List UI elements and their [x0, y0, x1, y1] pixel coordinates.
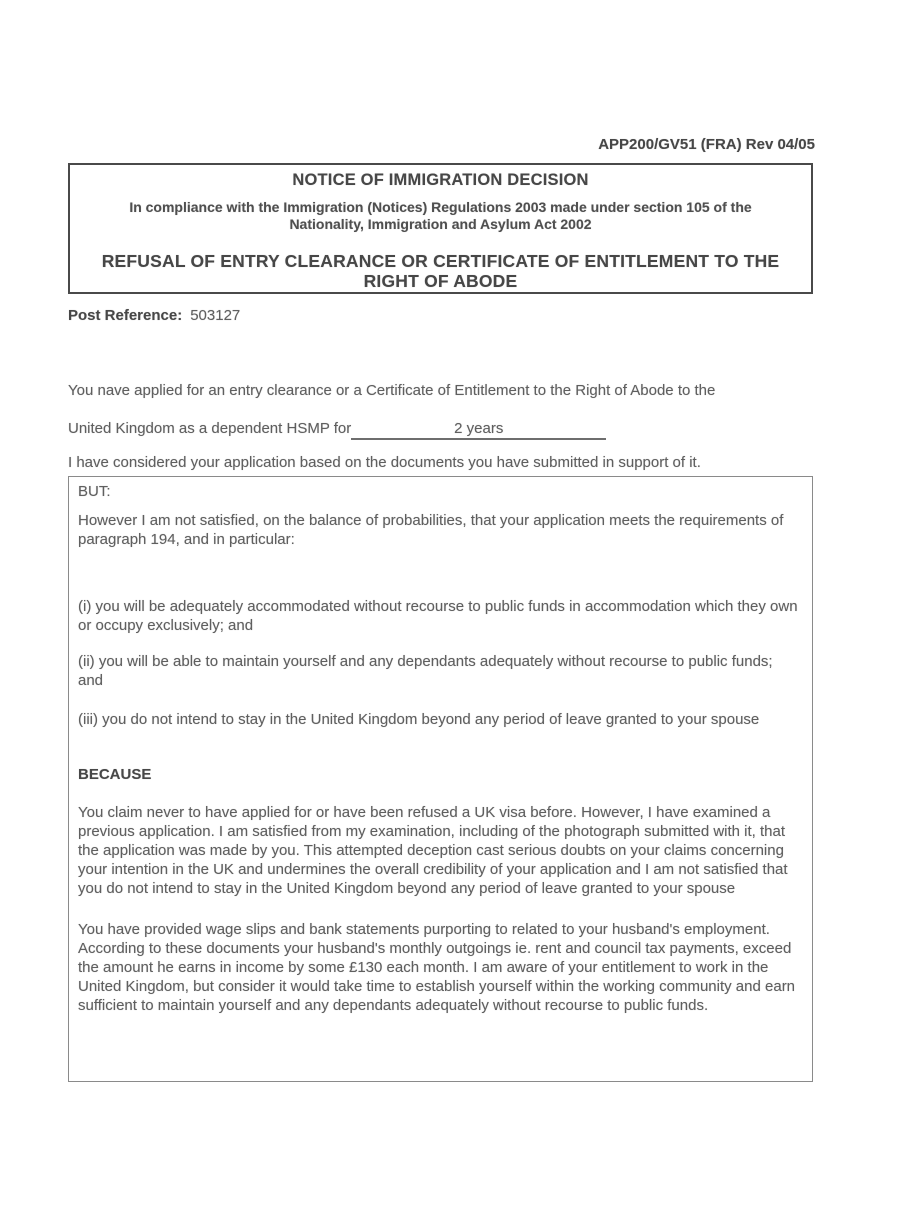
- intro-line-2: [68, 419, 838, 440]
- refusal-reason-2: You have provided wage slips and bank statements purporting to related to your husband's employment. According to these documents your husband's monthly outgoings ie. rent and council tax payments, exceed the amount he earns in income by some £130 each month. I am aware of your entitlement to work in the United Kingdom, but consider it would take time to establish yourself within the working community and earn sufficient to maintain yourself and any dependants adequately without recourse to public funds.: [78, 921, 796, 1014]
- duration-blank-line: [351, 419, 606, 440]
- compliance-statement: [70, 199, 811, 233]
- compliance-line-1: In compliance with the Immigration (Notices) Regulations 2003 made under section 105 of the: [129, 199, 752, 215]
- refusal-point-2: (ii) you will be able to maintain yourself and any dependants adequately without recourse to public funds; and: [78, 653, 773, 689]
- decision-box: [68, 476, 813, 1082]
- duration-value: 2 years: [454, 420, 504, 437]
- decision-intro: However I am not satisfied, on the balance of probabilities, that your application meets the requirements of paragraph 194, and in particular:: [78, 512, 784, 548]
- post-reference: [68, 307, 240, 324]
- intro-line-2-prefix: United Kingdom as a dependent HSMP for: [68, 420, 352, 437]
- refusal-title: [70, 251, 811, 291]
- notice-title: NOTICE OF IMMIGRATION DECISION: [292, 171, 589, 189]
- refusal-title-line-2: RIGHT OF ABODE: [363, 271, 518, 291]
- compliance-line-2: Nationality, Immigration and Asylum Act 2002: [289, 216, 592, 232]
- post-reference-value: 503127: [190, 307, 241, 324]
- but-label: BUT:: [78, 483, 111, 500]
- post-reference-label: Post Reference:: [68, 307, 183, 324]
- refusal-title-line-1: REFUSAL OF ENTRY CLEARANCE OR CERTIFICATE OF ENTITLEMENT TO THE: [101, 251, 780, 271]
- refusal-point-1: (i) you will be adequately accommodated without recourse to public funds in accommodation which they own or occupy exclusively; and: [78, 598, 798, 634]
- form-reference: APP200/GV51 (FRA) Rev 04/05: [598, 136, 815, 153]
- refusal-reason-1: You claim never to have applied for or have been refused a UK visa before. However, I have examined a previous application. I am satisfied from my examination, including of the photograph submitted with it, that the application was made by you. This attempted deception cast serious doubts on your claims concerning your intention in the UK and undermines the overall credibility of your application and I am not satisfied that you do not intend to stay in the United Kingdom beyond any period of leave granted to your spouse: [78, 804, 788, 897]
- because-heading: BECAUSE: [78, 766, 152, 783]
- refusal-point-3: (iii) you do not intend to stay in the United Kingdom beyond any period of leave granted to your spouse: [78, 711, 760, 728]
- intro-line-3: I have considered your application based on the documents you have submitted in support of it.: [68, 454, 701, 471]
- notice-header-box: [68, 163, 813, 294]
- intro-line-1: You nave applied for an entry clearance or a Certificate of Entitlement to the Right of Abode to the: [68, 382, 716, 399]
